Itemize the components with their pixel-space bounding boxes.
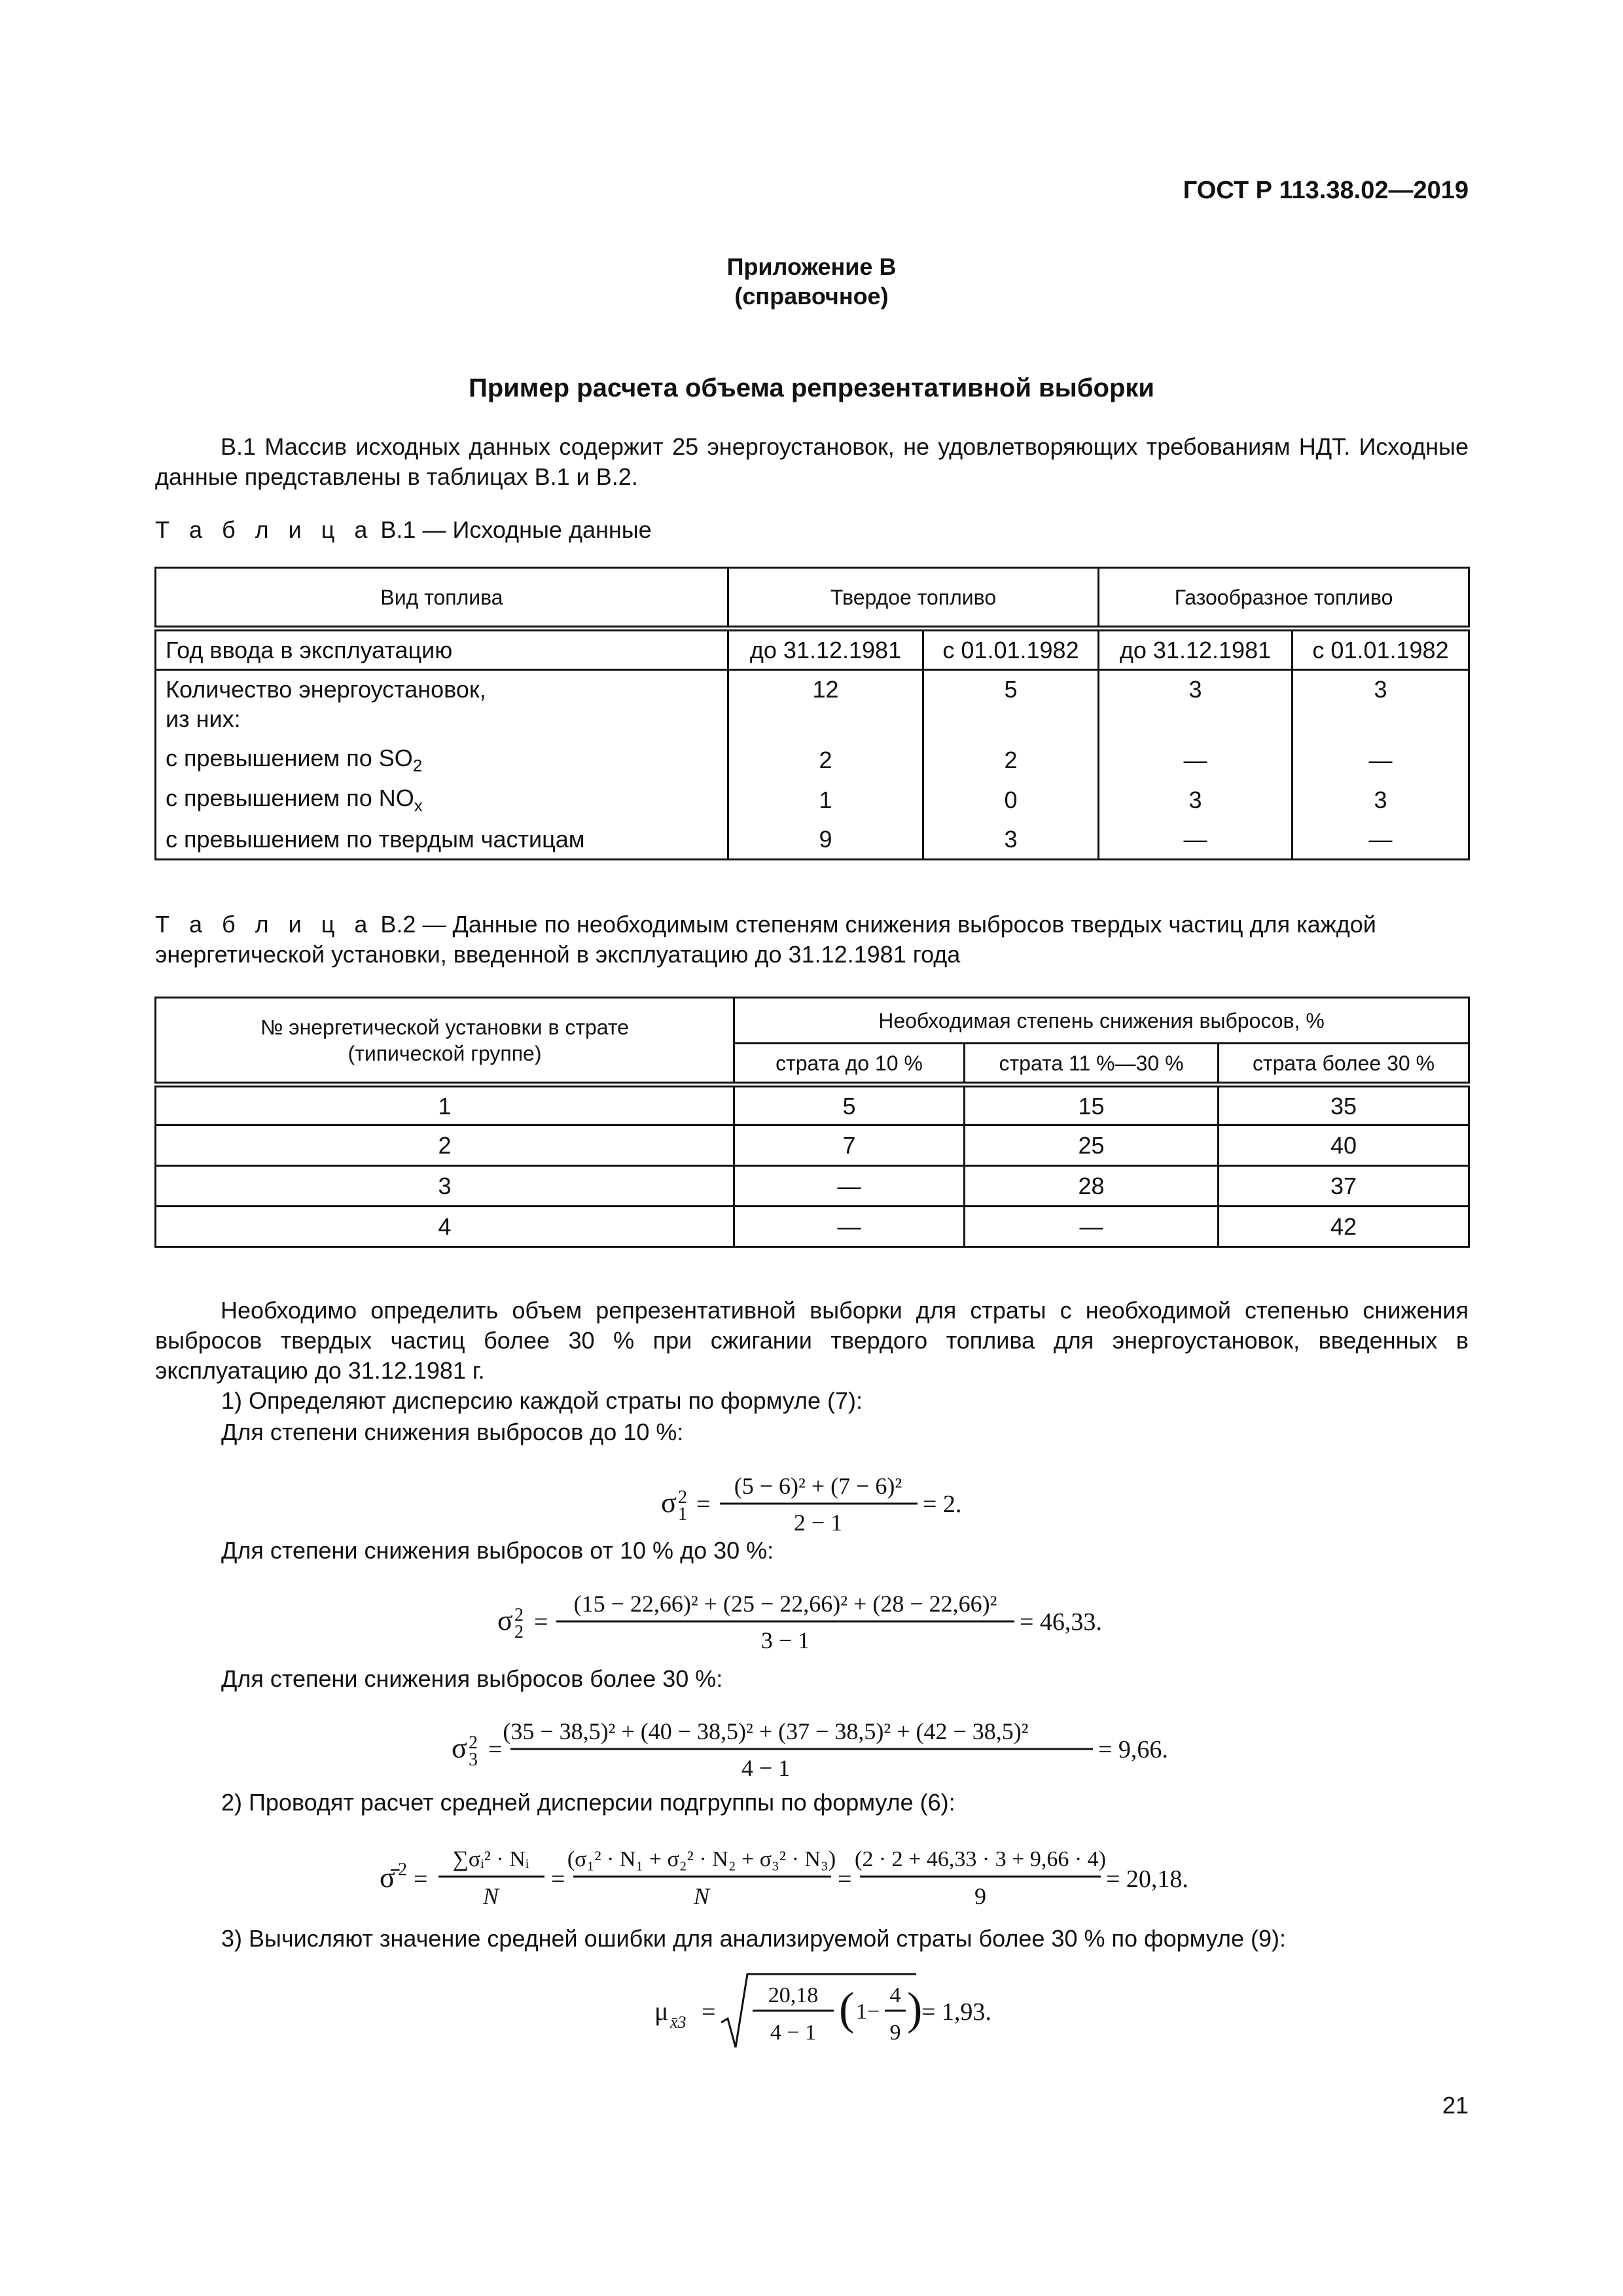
- cell: 25: [965, 1125, 1219, 1166]
- cell: —: [734, 1166, 965, 1207]
- table-row: [156, 1085, 1469, 1125]
- col-header-stratum-2: страта 11 %—30 %: [965, 1044, 1219, 1085]
- formula-den: 4 − 1: [741, 1755, 791, 1781]
- cell: 1: [728, 780, 923, 821]
- cell: 0: [923, 780, 1099, 821]
- section-heading: Пример расчета объема репрезентативной выборки: [469, 374, 1154, 402]
- row-label-sub: x: [414, 796, 423, 816]
- row-label: [156, 670, 728, 741]
- cell: 5: [734, 1085, 965, 1125]
- table-row-so2: [156, 741, 1469, 780]
- row-label-line2: из них:: [166, 705, 241, 732]
- table-row: [156, 1166, 1469, 1207]
- formula-den-3: 9: [974, 1883, 986, 1909]
- formula-den-1: N: [482, 1883, 499, 1909]
- row-label-sub: 2: [412, 756, 423, 776]
- cell: 3: [1099, 670, 1293, 741]
- cell: 40: [1219, 1125, 1469, 1166]
- cell: 2: [156, 1125, 734, 1166]
- cell: 2: [923, 741, 1099, 780]
- col-header-fuel: Вид топлива: [156, 568, 728, 629]
- cell: 37: [1219, 1166, 1469, 1207]
- formula-result: = 20,18.: [1106, 1865, 1188, 1893]
- table-row: [156, 1207, 1469, 1247]
- formula-den: 4 − 1: [770, 2021, 817, 2045]
- cell: до 31.12.1981: [728, 629, 923, 670]
- row-label: [156, 780, 728, 821]
- formula-sigma2: [484, 1580, 1165, 1662]
- formula-den-2: N: [693, 1883, 710, 1909]
- intro-text: В.1 Массив исходных данных содержит 25 энергоустановок, не удовлетворяющих требованиям НДТ. Исходные данные представлены в таблицах В.1 и В.2.: [155, 433, 1469, 490]
- formula-sigma3: [438, 1708, 1198, 1790]
- table1-caption: [155, 515, 652, 544]
- table2-caption-prefix: Т а б л и ц а: [155, 911, 374, 938]
- table-b2: [154, 997, 1470, 1248]
- formula-lhs-sup: 2: [469, 1733, 478, 1753]
- col-header-gas: Газообразное топливо: [1099, 568, 1469, 629]
- formula-lhs: μ: [654, 1996, 669, 2026]
- formula-lhs-sup: 2: [398, 1860, 407, 1880]
- cell: —: [734, 1207, 965, 1247]
- col-header-stratum-1: страта до 10 %: [734, 1044, 965, 1085]
- case-2-text: Для степени снижения выбросов от 10 % до 30 %:: [221, 1537, 774, 1564]
- cell: —: [1099, 741, 1293, 780]
- formula-mean-dispersion: [373, 1832, 1263, 1917]
- step-1-text: 1) Определяют дисперсию каждой страты по формуле (7):: [221, 1387, 863, 1414]
- cell: до 31.12.1981: [1099, 629, 1293, 670]
- row-label-text: с превышением по NO: [166, 785, 414, 812]
- cell: 3: [1293, 780, 1469, 821]
- table-row-count: [156, 670, 1469, 741]
- intro-paragraph: [155, 432, 1469, 492]
- row-label: с превышением по твердым частицам: [156, 821, 728, 860]
- formula-eq: =: [551, 1865, 565, 1893]
- col-header-stratum-3: страта более 30 %: [1219, 1044, 1469, 1085]
- col-header-unit: [156, 998, 734, 1085]
- formula-result: = 2.: [923, 1491, 962, 1518]
- cell: 3: [1099, 780, 1293, 821]
- cell: 4: [156, 1207, 734, 1247]
- case-1-text: Для степени снижения выбросов до 10 %:: [221, 1419, 684, 1445]
- formula-lhs-sub: x̄3: [670, 2013, 687, 2032]
- col-header-solid: Твердое топливо: [728, 568, 1099, 629]
- formula-inner-num: 4: [889, 1983, 901, 2007]
- formula-lhs: σ: [497, 1604, 513, 1636]
- formula-num: (35 − 38,5)² + (40 − 38,5)² + (37 − 38,5)² + (42 − 38,5)²: [503, 1718, 1029, 1744]
- cell: 9: [728, 821, 923, 860]
- formula-eq: =: [488, 1736, 503, 1763]
- formula-lhs-sub: 3: [469, 1750, 478, 1770]
- formula-num: (5 − 6)² + (7 − 6)²: [734, 1473, 902, 1499]
- formula-den: 3 − 1: [760, 1627, 810, 1653]
- cell: —: [1293, 821, 1469, 860]
- formula-eq: =: [696, 1491, 711, 1518]
- paren-close: ): [907, 1984, 923, 2034]
- formula-inner-den: 9: [889, 2021, 901, 2045]
- table1-caption-prefix: Т а б л и ц а: [155, 516, 374, 543]
- page-number: 21: [1442, 2092, 1469, 2119]
- table2-caption: [155, 910, 1469, 970]
- formula-num-2: (σ₁² · N₁ + σ₂² · N₂ + σ₃² · N₃): [567, 1847, 836, 1871]
- paren-open: (: [839, 1984, 855, 2034]
- cell: —: [1293, 741, 1469, 780]
- cell: 35: [1219, 1085, 1469, 1125]
- step-2-text: 2) Проводят расчет средней дисперсии подгруппы по формуле (6):: [221, 1789, 955, 1816]
- cell: 3: [1293, 670, 1469, 741]
- formula-num: 20,18: [768, 1983, 819, 2007]
- formula-eq: =: [414, 1865, 428, 1893]
- row-label: [156, 741, 728, 780]
- formula-lhs: σ: [661, 1487, 677, 1519]
- col-header-unit-line1: № энергетической установки в страте: [260, 1015, 629, 1039]
- row-label: Год ввода в эксплуатацию: [156, 629, 728, 670]
- formula-lhs-sup: 2: [678, 1487, 687, 1508]
- cell: 3: [923, 821, 1099, 860]
- formula-one-minus: 1−: [856, 2000, 880, 2024]
- row-label-line1: Количество энергоустановок,: [166, 676, 486, 703]
- formula-sigma1: [654, 1462, 995, 1541]
- cell: 42: [1219, 1207, 1469, 1247]
- cell: 5: [923, 670, 1099, 741]
- formula-mean-error: [648, 1966, 1014, 2058]
- col-header-unit-line2: (типической группе): [348, 1041, 542, 1065]
- cell: 12: [728, 670, 923, 741]
- table-header-row: [156, 568, 1469, 629]
- cell: —: [1099, 821, 1293, 860]
- step-3-text: 3) Вычисляют значение средней ошибки для анализируемой страты более 30 % по формуле (9):: [221, 1925, 1287, 1952]
- cell: 2: [728, 741, 923, 780]
- table-row: [156, 1125, 1469, 1166]
- body-paragraph-text: Необходимо определить объем репрезентативной выборки для страты с необходимой степенью снижения выбросов твердых частиц более 30 % при сжигании твердого топлива для энергоустановок, введенных в эксплуатацию до 31.12.1981 г.: [155, 1297, 1469, 1384]
- formula-den: 2 − 1: [793, 1510, 843, 1536]
- formula-lhs: σ: [452, 1732, 467, 1764]
- formula-lhs: σ̄: [380, 1862, 395, 1894]
- col-header-group: Необходимая степень снижения выбросов, %: [734, 998, 1469, 1044]
- appendix-title: Приложение В: [726, 253, 897, 280]
- appendix-subtitle: (справочное): [734, 283, 889, 309]
- formula-result: = 1,93.: [921, 1998, 991, 2026]
- table-row-nox: [156, 780, 1469, 821]
- table-row-pm: [156, 821, 1469, 860]
- formula-result: = 46,33.: [1020, 1608, 1102, 1636]
- formula-eq: =: [534, 1608, 548, 1636]
- cell: с 01.01.1982: [1293, 629, 1469, 670]
- case-3-text: Для степени снижения выбросов более 30 %:: [221, 1665, 723, 1692]
- formula-eq: =: [838, 1865, 852, 1893]
- cell: 7: [734, 1125, 965, 1166]
- cell: 28: [965, 1166, 1219, 1207]
- standard-number: ГОСТ Р 113.38.02—2019: [1183, 177, 1469, 204]
- formula-lhs-sub: 1: [678, 1504, 687, 1525]
- cell: 1: [156, 1085, 734, 1125]
- formula-lhs-sup: 2: [514, 1605, 524, 1625]
- table-header-row: [156, 998, 1469, 1044]
- table2-caption-text: В.2 — Данные по необходимым степеням снижения выбросов твердых частиц для каждой энергетической установки, введенной в эксплуатацию до 31.12.1981 года: [155, 911, 1376, 968]
- cell: —: [965, 1207, 1219, 1247]
- cell: с 01.01.1982: [923, 629, 1099, 670]
- formula-num: (15 − 22,66)² + (25 − 22,66)² + (28 − 22,66)²: [573, 1591, 997, 1617]
- table1-caption-text: В.1 — Исходные данные: [380, 516, 652, 543]
- table-b1: [154, 567, 1470, 860]
- formula-lhs-sub: 2: [514, 1622, 524, 1642]
- body-paragraph: [155, 1296, 1469, 1386]
- formula-num-1: ∑σᵢ² · Nᵢ: [452, 1847, 529, 1871]
- formula-result: = 9,66.: [1098, 1736, 1168, 1763]
- table-row-year: [156, 629, 1469, 670]
- row-label-text: с превышением по SO: [166, 745, 413, 772]
- cell: 15: [965, 1085, 1219, 1125]
- formula-num-3: (2 · 2 + 46,33 · 3 + 9,66 · 4): [855, 1847, 1106, 1871]
- formula-eq: =: [702, 1998, 716, 2026]
- cell: 3: [156, 1166, 734, 1207]
